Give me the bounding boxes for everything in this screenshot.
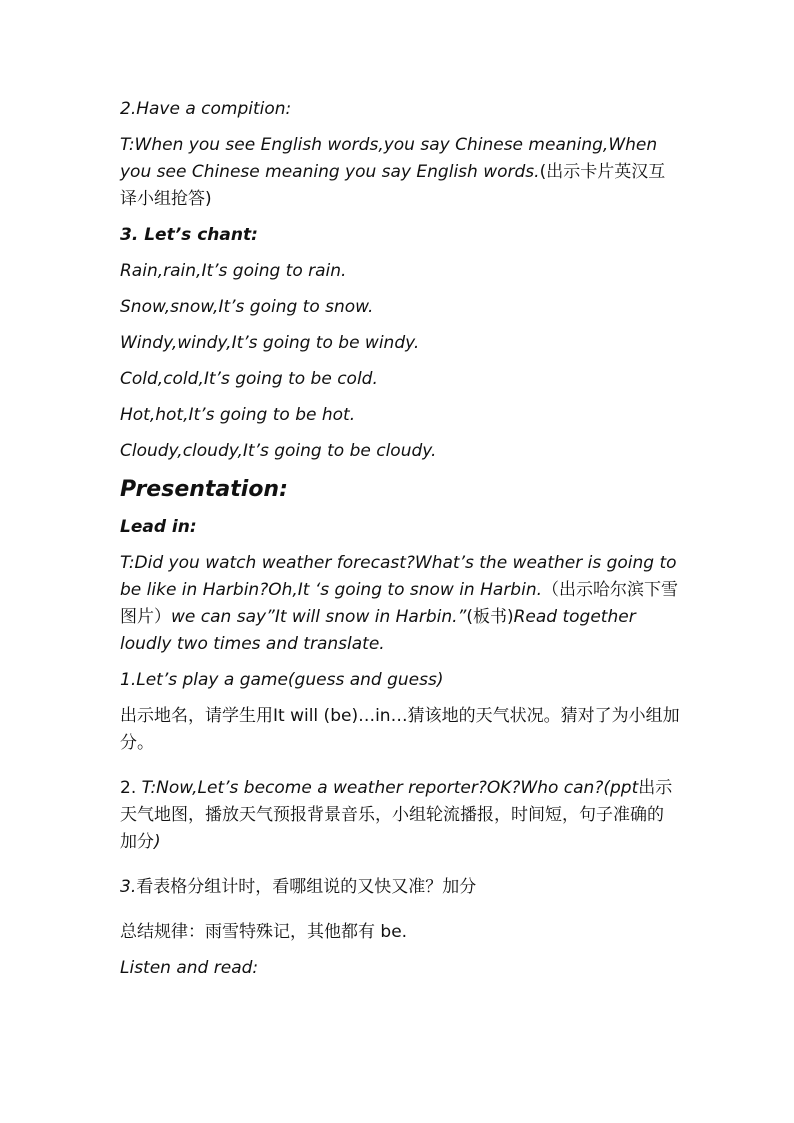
lead-in-text [120, 550, 680, 658]
item2-en: T:Now,Let’s become a weather reporter?OK?Who can?(ppt [141, 778, 639, 798]
summary-text [120, 919, 680, 946]
game-text-cn2: 猜该地的天气状况。猜对了为小组加分。 [120, 706, 680, 753]
section2-text-en: T:When you see English words,you say Chinese meaning,When you see Chinese meaning you say English words. [120, 135, 658, 182]
item3-num: 3. [120, 877, 137, 897]
presentation-heading: Presentation: [120, 477, 288, 502]
game-text-en: It will (be)…in… [273, 706, 408, 726]
lead-in-en1: T:Did you watch weather forecast?What’s the weather is going to be like in Harbin?Oh,It ‘s going to snow in Harbin. [120, 553, 677, 600]
section2-title: 2.Have a compition: [120, 99, 292, 119]
game-text [120, 703, 680, 757]
item3-cn: 看表格分组计时，看哪组说的又快又准？加分 [136, 877, 477, 897]
item2-cn: 出示天气地图，播放天气预报背景音乐，小组轮流播报，时间短，句子准确的加分 [120, 778, 673, 852]
item2-text [120, 775, 680, 856]
chant-line: Cloudy,cloudy,It’s going to be cloudy. [120, 441, 437, 461]
listen-title: Listen and read: [120, 958, 259, 978]
summary-en: be. [375, 922, 408, 942]
lead-in-cn2: (板书) [466, 607, 514, 627]
chant-line: Cold,cold,It’s going to be cold. [120, 369, 378, 389]
lead-in-title: Lead in: [120, 517, 197, 537]
game-text-cn1: 出示地名，请学生用 [120, 706, 273, 726]
section2-text-cn: (出示卡片英汉互译小组抢答) [120, 162, 666, 209]
chant-line: Rain,rain,It’s going to rain. [120, 261, 347, 281]
item2-close: ) [154, 832, 161, 852]
lead-in-cn1: （出示哈尔滨下雪图片） [120, 580, 678, 627]
section2-text [120, 132, 680, 213]
chant-line: Hot,hot,It’s going to be hot. [120, 405, 356, 425]
section3-title: 3. Let’s chant: [120, 225, 258, 245]
lead-in-en2: we can say”It will snow in Harbin.” [171, 607, 467, 627]
game-title: 1.Let’s play a game(guess and guess) [120, 670, 444, 690]
item3-text [120, 874, 680, 901]
chant-line: Windy,windy,It’s going to be windy. [120, 333, 420, 353]
item2-num: 2. [120, 778, 142, 798]
summary-cn: 总结规律：雨雪特殊记，其他都有 [120, 922, 375, 942]
document-page [120, 96, 680, 991]
chant-line: Snow,snow,It’s going to snow. [120, 297, 374, 317]
lead-in-en3: Read together loudly two times and translate. [120, 607, 636, 654]
